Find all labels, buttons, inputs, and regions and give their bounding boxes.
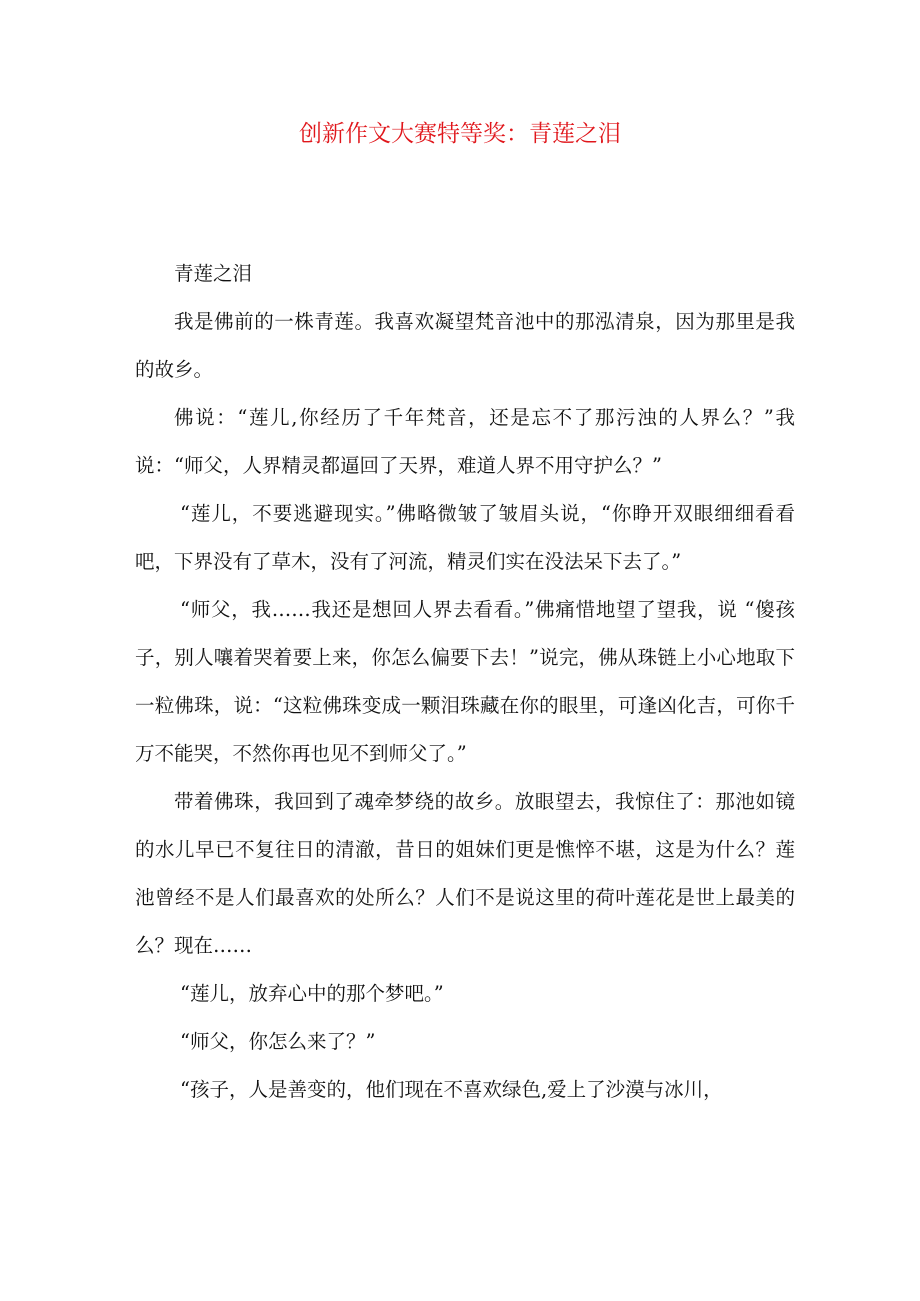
paragraph: “师父，我……我还是想回人界去看看。”佛痛惜地望了望我，说 “傻孩子，别人嚷着哭着要上来，你怎么偏要下去！”说完，佛从珠链上小心地取下一粒佛珠，说：“这粒佛珠变成一颗泪珠藏在你的眼里，可逢凶化吉，可你千万不能哭，不然你再也见不到师父了。” (135, 598, 795, 765)
paragraph: 佛说：“莲儿,你经历了千年梵音，还是忘不了那污浊的人界么？”我说：“师父，人界精灵都逼回了天界，难道人界不用守护么？” (135, 406, 795, 477)
paragraph: 带着佛珠，我回到了魂牵梦绕的故乡。放眼望去，我惊住了：那池如镜的水儿早已不复往日的清澈，昔日的姐妹们更是憔悴不堪，这是为什么？莲池曾经不是人们最喜欢的处所么？人们不是说这里的荷叶莲花是世上最美的么？现在…… (135, 790, 795, 957)
paragraph-subtitle: 青莲之泪 (174, 262, 253, 285)
paragraph: “孩子，人是善变的，他们现在不喜欢绿色,爱上了沙漠与冰川， (180, 1078, 723, 1101)
paragraph: “莲儿，放弃心中的那个梦吧。” (180, 982, 444, 1005)
paragraph: 我是佛前的一株青莲。我喜欢凝望梵音池中的那泓清泉，因为那里是我的故乡。 (135, 310, 795, 381)
article-body (135, 250, 795, 1114)
paragraph: “师父，你怎么来了？” (180, 1030, 376, 1053)
document-title: 创新作文大赛特等奖：青莲之泪 (299, 121, 621, 147)
paragraph: “莲儿，不要逃避现实。”佛略微皱了皱眉头说，“你睁开双眼细细看看吧，下界没有了草木，没有了河流，精灵们实在没法呆下去了。” (135, 502, 795, 573)
